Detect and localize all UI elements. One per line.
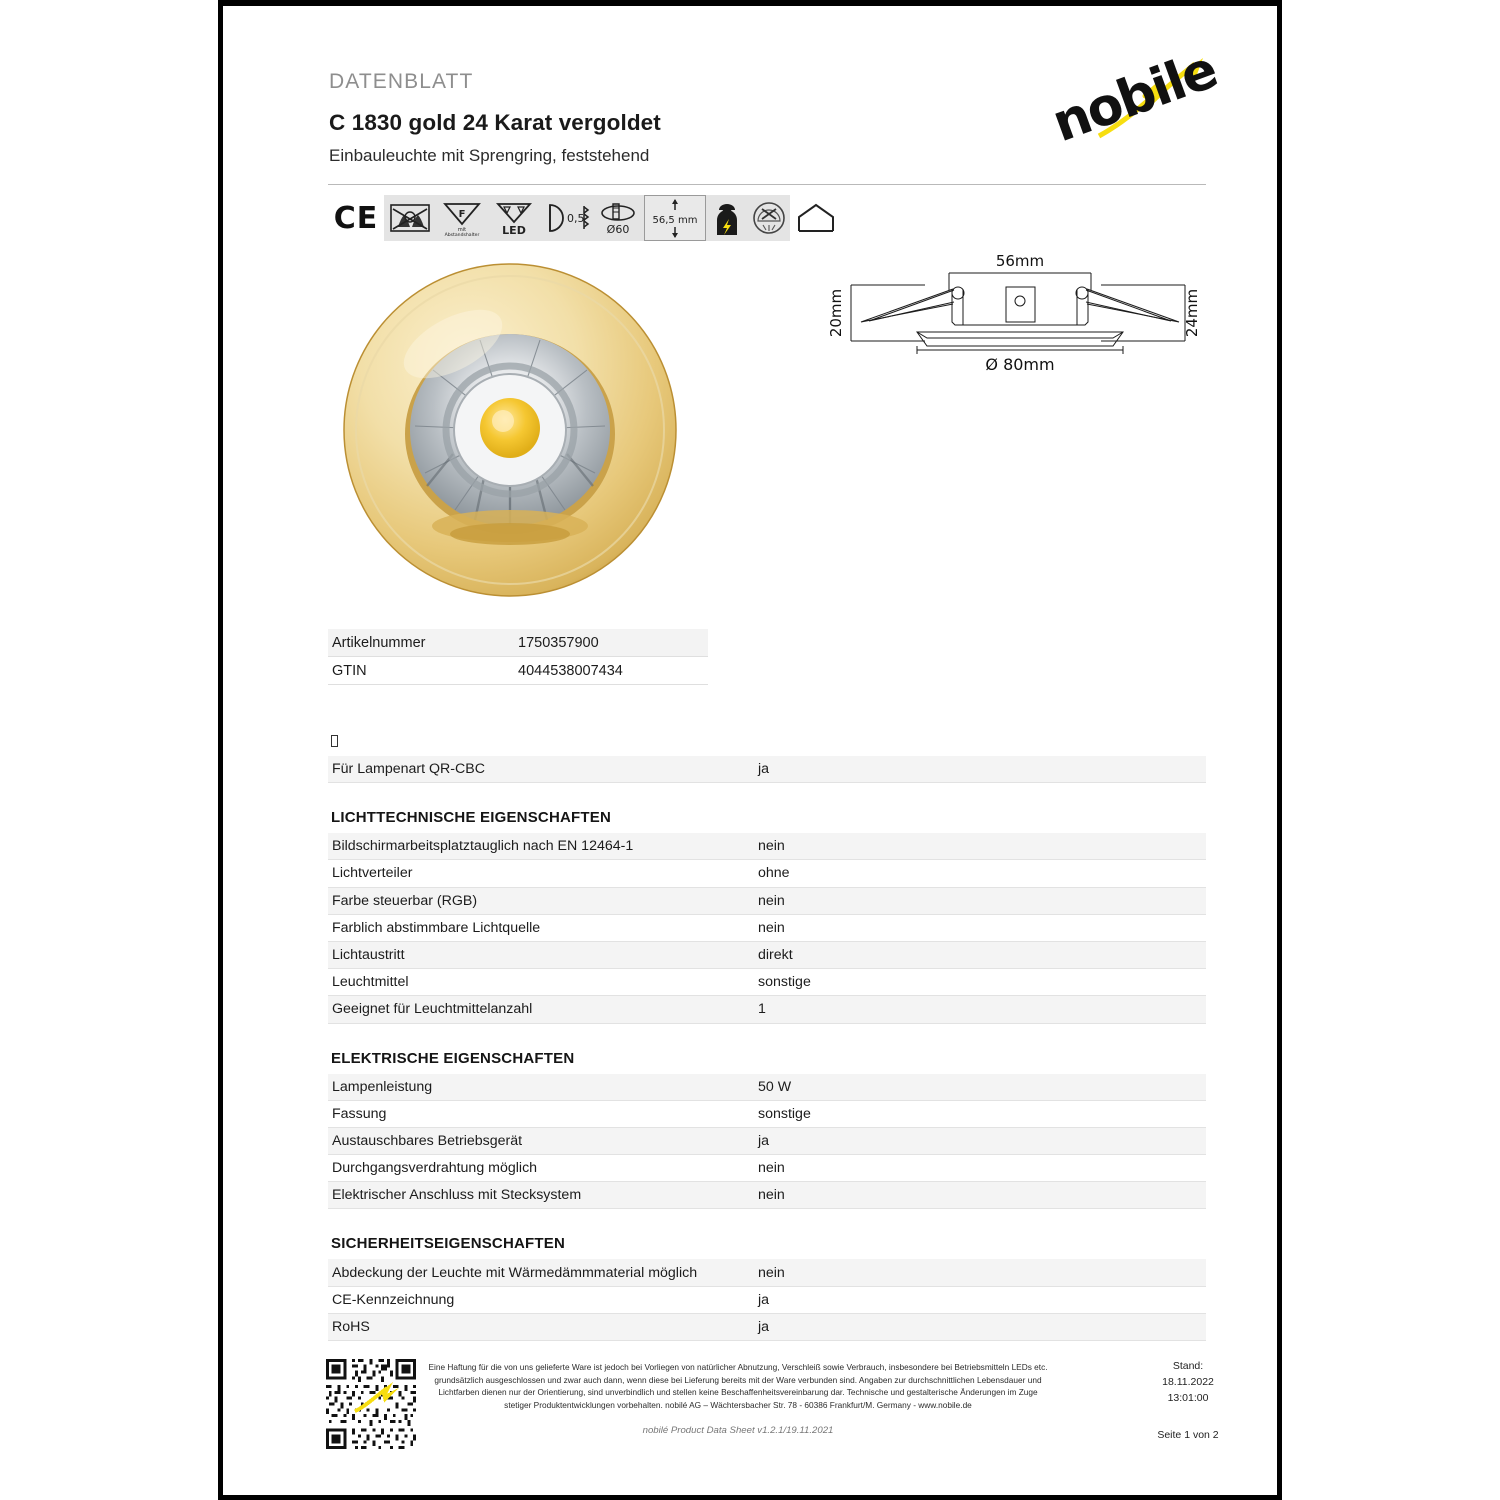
not-dimmable-icon (748, 195, 790, 241)
footer-version: nobilé Product Data Sheet v1.2.1/19.11.2021 (642, 1425, 834, 1436)
dim-right-label: 24mm (1183, 288, 1201, 338)
spec-row (328, 888, 1206, 915)
f-mark-spacer-icon (436, 195, 488, 241)
svg-text:F: F (458, 209, 466, 220)
section-heading (328, 732, 1206, 749)
footer-disclaimer: Eine Haftung für die von uns gelieferte Ware ist jedoch bei Vorliegen von natürlicher Abnutzung, Verschleiß sowie Verbrauch, insbesondere bei Betriebsmitteln LEDs etc. grundsätzlich ausgeschlossen und zwar auch dann, wenn diese bei Lieferung bereits mit der Ware verbunden sind. Angaben zur durchschnittlichen Lebensdauer und Lichtfarben dienen nur der Orientierung, sind unverbindlich und stellen keine Beschaffenheitsvereinbarung dar. Technische und gestalterische Änderungen im Zuge stetiger Produktentwicklungen vorbehalten. nobilé AG – Wächtersbacher Str. 78 - 60386 Frankfurt/M. Germany - www.nobile.de (428, 1362, 1048, 1410)
table-row (328, 629, 708, 657)
spec-value: nein (758, 892, 785, 909)
svg-text:56,5 mm: 56,5 mm (652, 215, 698, 226)
no-covering-insulation-icon (384, 195, 436, 241)
spec-key: Für Lampenart QR-CBC (332, 761, 485, 778)
product-image (335, 258, 685, 603)
spec-row (328, 969, 1206, 996)
spec-value: nein (758, 838, 785, 855)
page-frame (218, 0, 1282, 1500)
qualified-electrician-icon (706, 195, 748, 241)
row-value: 1750357900 (518, 634, 599, 651)
article-table (328, 629, 708, 685)
page-title: C 1830 gold 24 Karat vergoldet (329, 110, 661, 135)
header-divider (328, 184, 1206, 185)
spec-key: Farblich abstimmbare Lichtquelle (332, 919, 541, 936)
stand-date: 18.11.2022 (1162, 1375, 1214, 1388)
spec-value: nein (758, 1187, 785, 1204)
page-number: Seite 1 von 2 (1157, 1429, 1219, 1442)
spec-value: sonstige (758, 974, 811, 991)
spec-value: ja (758, 1132, 770, 1149)
row-key: Artikelnummer (332, 634, 426, 651)
spec-row (328, 1259, 1206, 1286)
footer-meta (1103, 1359, 1273, 1444)
spec-value: nein (758, 919, 785, 936)
dim-bottom-label: Ø 80mm (985, 355, 1055, 374)
spec-key: CE-Kennzeichnung (332, 1291, 455, 1308)
cutout-diameter-icon (592, 195, 644, 241)
svg-text:Abstandshalter: Abstandshalter (444, 233, 480, 238)
spec-key: Abdeckung der Leuchte mit Wärmedämmmaterial möglich (332, 1264, 698, 1281)
stand-label: Stand: (1172, 1360, 1204, 1372)
spec-key: Leuchtmittel (332, 974, 409, 991)
spec-row (328, 1074, 1206, 1101)
spec-row (328, 1101, 1206, 1128)
section-heading: ELEKTRISCHE EIGENSCHAFTEN (331, 1049, 575, 1067)
spec-key: Austauschbares Betriebsgerät (332, 1132, 523, 1149)
spec-value: ja (758, 761, 770, 778)
svg-text:Ø60: Ø60 (606, 223, 630, 236)
spec-value: ja (758, 1291, 770, 1308)
spec-key: Geeignet für Leuchtmittelanzahl (332, 1001, 533, 1018)
nobile-logo (1041, 40, 1224, 160)
row-value: 4044538007434 (518, 662, 623, 679)
spec-value: nein (758, 1160, 785, 1177)
table-row (328, 657, 708, 685)
spec-row (328, 1287, 1206, 1314)
indoor-use-icon (790, 195, 842, 241)
spec-key: RoHS (332, 1318, 370, 1335)
spec-value: ohne (758, 865, 790, 882)
spec-row (328, 996, 1206, 1023)
spec-key: Lichtverteiler (332, 865, 413, 882)
spec-row (328, 860, 1206, 887)
stand-time: 13:01:00 (1167, 1391, 1209, 1404)
svg-text:mit: mit (457, 227, 467, 233)
spec-key: Lampenleistung (332, 1078, 433, 1095)
logo-wordmark: nobile (1044, 40, 1224, 155)
spec-key: Farbe steuerbar (RGB) (332, 892, 478, 909)
spec-key: Durchgangsverdrahtung möglich (332, 1160, 538, 1177)
spec-key: Elektrischer Anschluss mit Stecksystem (332, 1187, 582, 1204)
spec-row (328, 756, 1206, 783)
svg-text:0,5: 0,5 (567, 212, 585, 225)
technical-drawing (813, 242, 1213, 392)
pictogram-strip (328, 195, 842, 241)
spec-row (328, 1182, 1206, 1209)
spec-row (328, 942, 1206, 969)
spec-key: Bildschirmarbeitsplatztauglich nach EN 12464-1 (332, 838, 634, 855)
specification-sections (328, 732, 1206, 1341)
document-subtitle: Einbauleuchte mit Sprengring, feststehend (329, 146, 650, 165)
section-heading: SICHERHEITSEIGENSCHAFTEN (331, 1235, 565, 1253)
spec-value: nein (758, 1264, 785, 1281)
dim-left-label: 20mm (827, 288, 845, 338)
spec-row (328, 1314, 1206, 1341)
missing-glyph-icon (331, 735, 338, 747)
recess-depth-icon (644, 195, 706, 241)
qr-code-icon[interactable] (323, 1356, 419, 1452)
spec-row (328, 833, 1206, 860)
spec-value: 1 (758, 1001, 766, 1018)
led-triangle-icon (488, 195, 540, 241)
spec-value: sonstige (758, 1105, 811, 1122)
spec-row (328, 915, 1206, 942)
row-key: GTIN (332, 662, 367, 679)
spec-key: Fassung (332, 1105, 387, 1122)
svg-text:LED: LED (502, 224, 526, 237)
ce-mark-icon: CE (328, 195, 384, 241)
spec-value: 50 W (758, 1078, 792, 1095)
spec-key: Lichtaustritt (332, 947, 405, 964)
spec-row (328, 1155, 1206, 1182)
document-kicker: DATENBLATT (329, 70, 474, 93)
section-heading: LICHTTECHNISCHE EIGENSCHAFTEN (331, 809, 611, 827)
spec-value: direkt (758, 947, 793, 964)
spec-row (328, 1128, 1206, 1155)
minimum-distance-icon (540, 195, 592, 241)
page-content (223, 6, 1277, 1495)
dim-top-label: 56mm (995, 252, 1045, 270)
spec-value: ja (758, 1318, 770, 1335)
